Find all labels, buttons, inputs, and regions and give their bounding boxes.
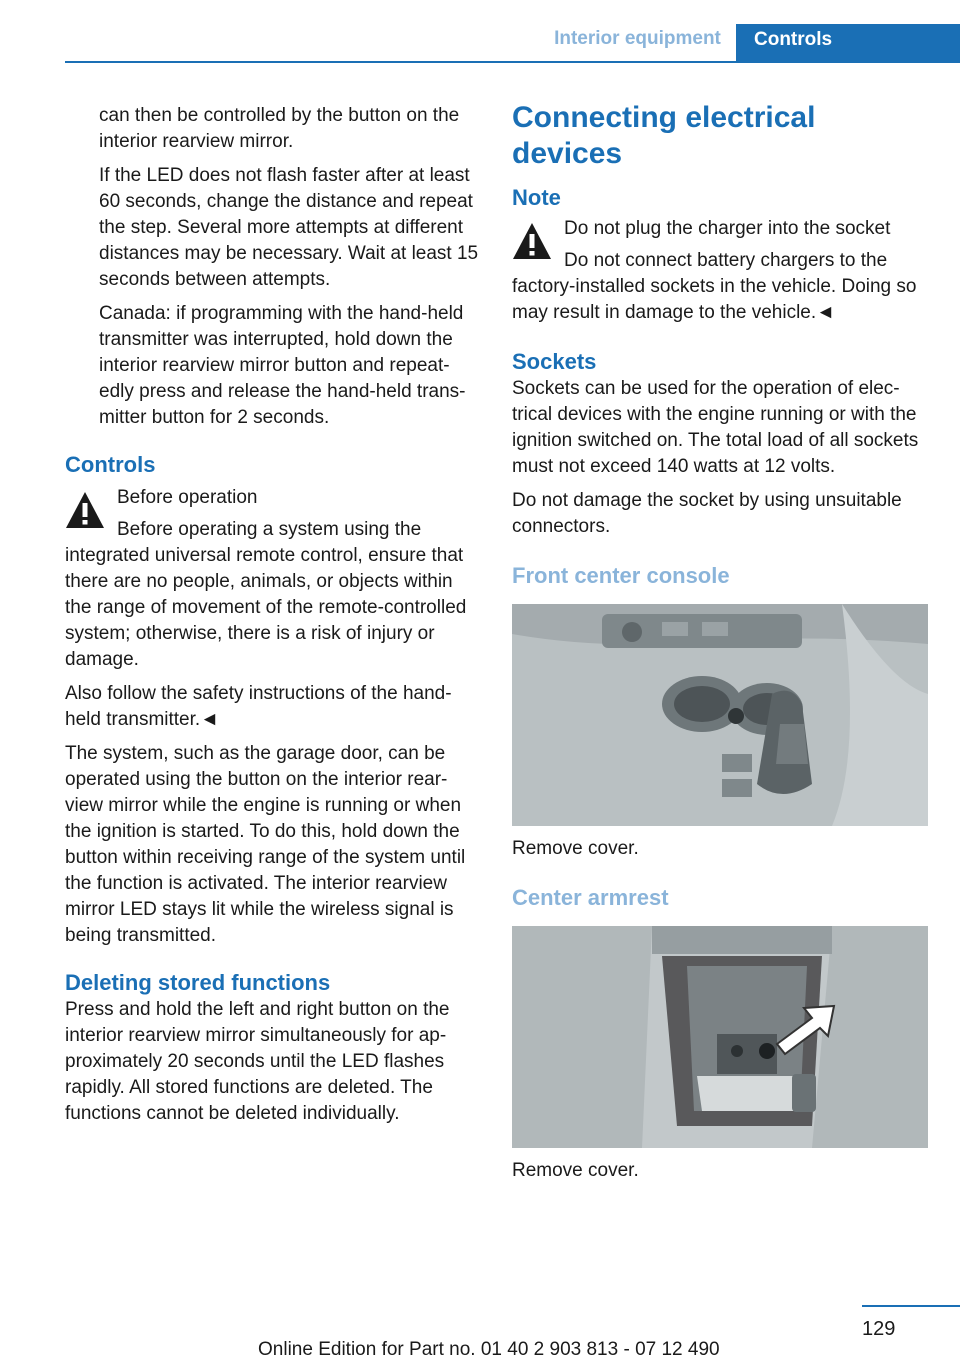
section-heading-sockets: Sockets [512,349,597,374]
note-heading: Note [512,185,561,210]
warning-block [65,485,483,543]
warning-icon [512,222,552,260]
page-number-rule [862,1305,960,1307]
center-armrest-image [512,926,928,1148]
section-heading-deleting: Deleting stored functions [65,970,331,995]
paragraph: can then be controlled by the button on the interior rearview mirror. [99,105,460,152]
warning-title: Before operation [117,487,258,508]
paragraph: The system, such as the garage door, can be operated using the button on the interior rear-view mirror while the engine is running or when the ignition is started. To do this, hold down the button within receiving range of the system until the function is activated. The interior rearview mirror LED stays lit while the wireless signal is being transmitted. [65,743,466,946]
section-heading-controls: Controls [65,452,156,477]
paragraph: If the LED does not flash faster after at least 60 seconds, change the distance and repeat the step. Several more attempts at different distances may be necessary. Wait at least 15 seconds between attempts. [99,165,479,290]
header-tab [736,24,960,63]
warning-first-line: Do not connect battery chargers to the [564,250,888,271]
paragraph: Canada: if programming with the hand-held transmitter was interrupted, hold down the interior rearview mirror button and repeat-edly press and release the hand-held trans-mitter button for 2 seconds. [99,303,466,428]
front-center-console-image [512,604,928,826]
left-column [65,103,483,1135]
subheading-front-console: Front center console [512,563,730,588]
header-rule [65,61,960,63]
warning-first-line: Before operating a system using the [117,519,422,540]
figure-caption: Remove cover. [512,1160,639,1181]
header-section-label: Interior equipment [554,28,721,49]
paragraph: Press and hold the left and right button on the interior rearview mirror simultaneously for ap-proximately 20 seconds until the LED flashes rapidly. All stored functions are deleted. The functions cannot be deleted individually. [65,999,450,1124]
page-title: Connecting electrical devices [512,101,816,170]
warning-body: factory-installed sockets in the vehicle. Doing so may result in damage to the vehicle.◄ [512,276,917,323]
page-number: 129 [862,1318,896,1340]
warning-block [512,216,930,274]
warning-icon [65,491,105,529]
warning-title: Do not plug the charger into the socket [564,218,891,239]
paragraph: Also follow the safety instructions of the hand-held transmitter.◄ [65,683,452,730]
footer-edition: Online Edition for Part no. 01 40 2 903 813 - 07 12 490 [258,1339,720,1360]
warning-body: integrated universal remote control, ensure that there are no people, animals, or objects within the range of movement of the remote-controlled system; otherwise, there is a risk of injury or damage. [65,545,467,670]
right-column [512,100,930,1192]
header-tab-label: Controls [754,29,833,50]
paragraph: Do not damage the socket by using unsuitable connectors. [512,490,902,537]
paragraph: Sockets can be used for the operation of elec-trical devices with the engine running or with the ignition switched on. The total load of all sockets must not exceed 140 watts at 12 volts. [512,378,919,477]
figure-caption: Remove cover. [512,838,639,859]
subheading-center-armrest: Center armrest [512,885,669,910]
